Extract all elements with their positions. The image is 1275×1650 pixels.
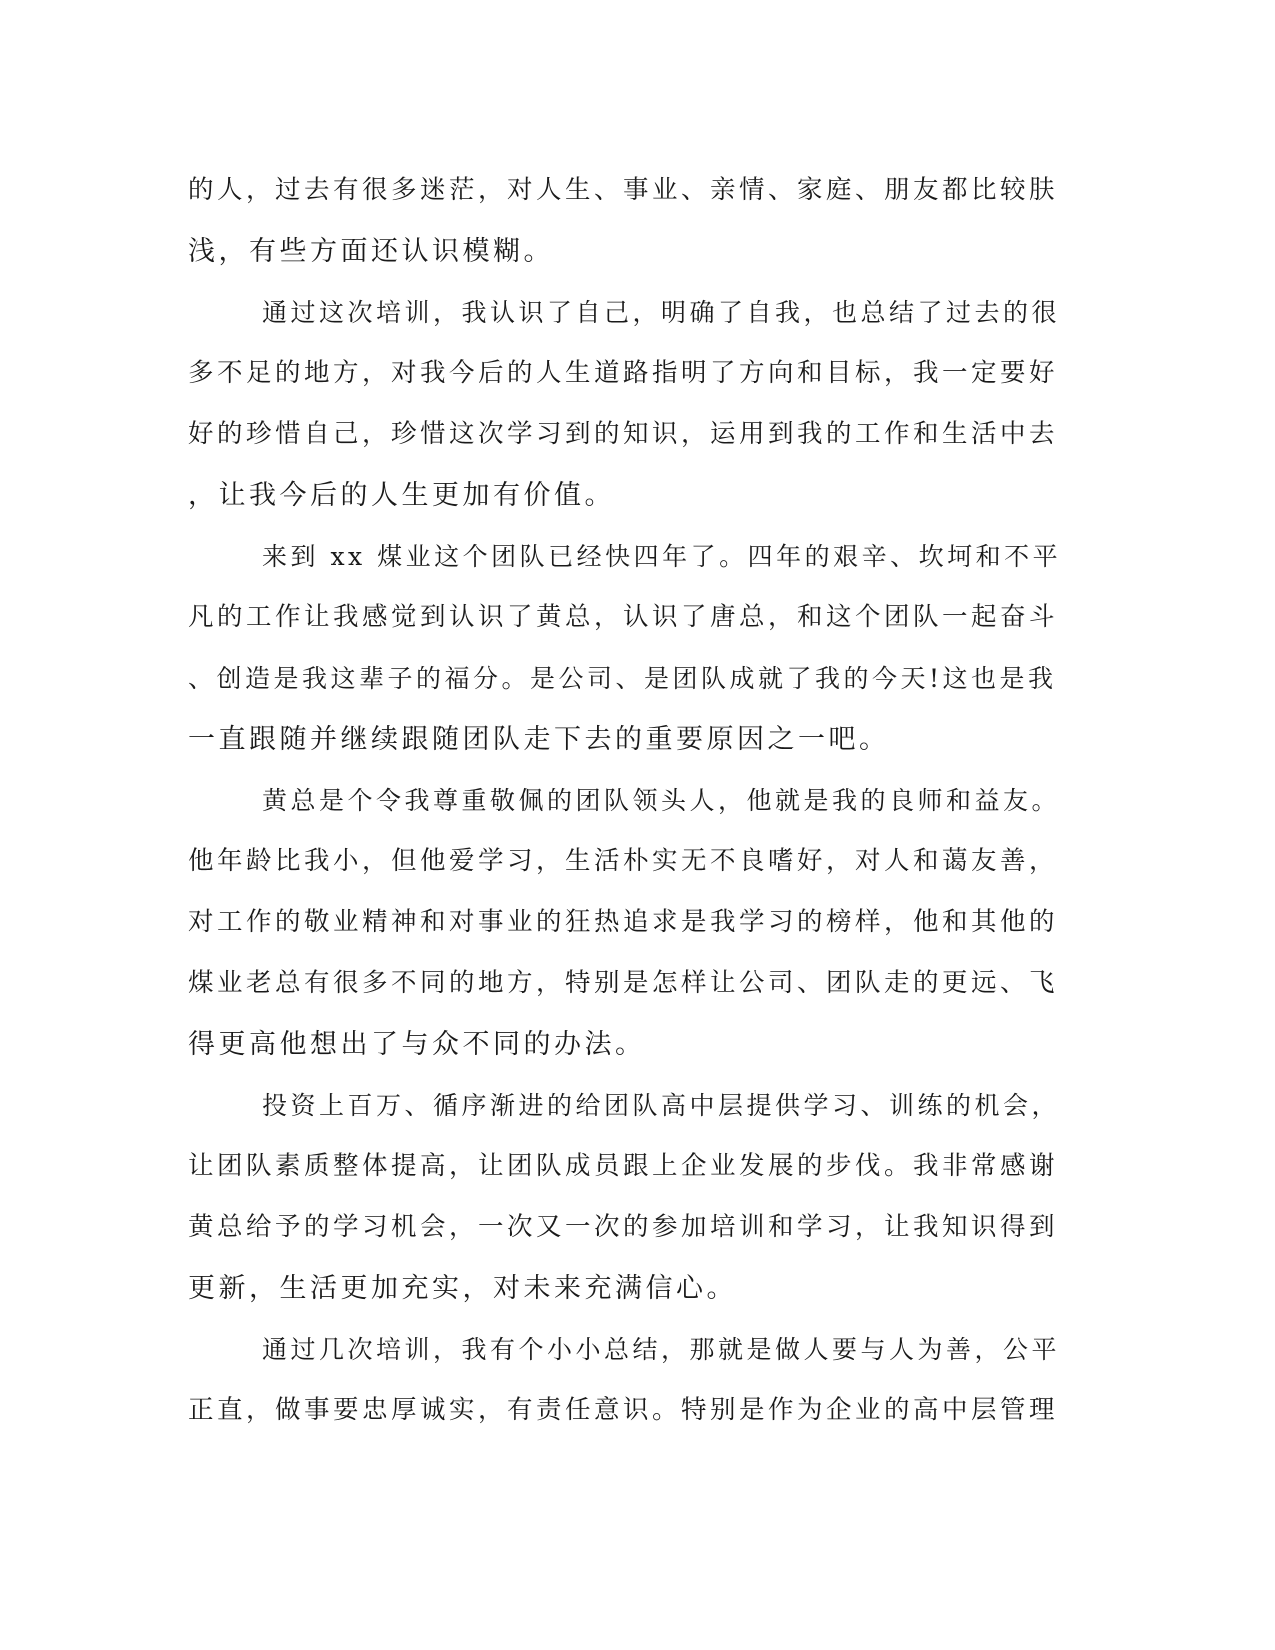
text-line: 多不足的地方，对我今后的人生道路指明了方向和目标，我一定要好 — [188, 358, 1059, 388]
text-line: 来到 xx 煤业这个团队已经快四年了。四年的艰辛、坎坷和不平 — [262, 542, 1062, 571]
text-line: ，让我今后的人生更加有价值。 — [188, 480, 615, 511]
text-line: 通过这次培训，我认识了自己，明确了自我，也总结了过去的很 — [262, 298, 1061, 327]
text-line: 好的珍惜自己，珍惜这次学习到的知识，运用到我的工作和生活中去 — [188, 419, 1059, 449]
text-line: 、创造是我这辈子的福分。是公司、是团队成就了我的今天!这也是我 — [188, 664, 1057, 693]
text-line: 一直跟随并继续跟随团队走下去的重要原因之一吧。 — [188, 724, 890, 755]
text-line: 的人，过去有很多迷茫，对人生、事业、亲情、家庭、朋友都比较肤 — [188, 175, 1059, 205]
text-line: 凡的工作让我感觉到认识了黄总，认识了唐总，和这个团队一起奋斗 — [188, 602, 1059, 632]
text-line: 黄总是个令我尊重敬佩的团队领头人，他就是我的良师和益友。 — [262, 786, 1061, 815]
text-line: 通过几次培训，我有个小小总结，那就是做人要与人为善，公平 — [262, 1335, 1061, 1364]
text-line: 让团队素质整体提高，让团队成员跟上企业发展的步伐。我非常感谢 — [188, 1151, 1059, 1181]
text-line: 投资上百万、循序渐进的给团队高中层提供学习、训练的机会， — [262, 1091, 1061, 1120]
body-text — [188, 160, 1068, 1441]
text-line: 浅，有些方面还认识模糊。 — [188, 236, 554, 267]
text-line: 更新，生活更加充实，对未来充满信心。 — [188, 1273, 737, 1304]
text-line: 得更高他想出了与众不同的办法。 — [188, 1029, 646, 1060]
text-line: 正直，做事要忠厚诚实，有责任意识。特别是作为企业的高中层管理 — [188, 1395, 1059, 1425]
text-line: 煤业老总有很多不同的地方，特别是怎样让公司、团队走的更远、飞 — [188, 968, 1059, 998]
text-line: 他年龄比我小，但他爱学习，生活朴实无不良嗜好，对人和蔼友善， — [188, 846, 1059, 876]
text-line: 黄总给予的学习机会，一次又一次的参加培训和学习，让我知识得到 — [188, 1212, 1059, 1242]
text-line: 对工作的敬业精神和对事业的狂热追求是我学习的榜样，他和其他的 — [188, 907, 1059, 937]
